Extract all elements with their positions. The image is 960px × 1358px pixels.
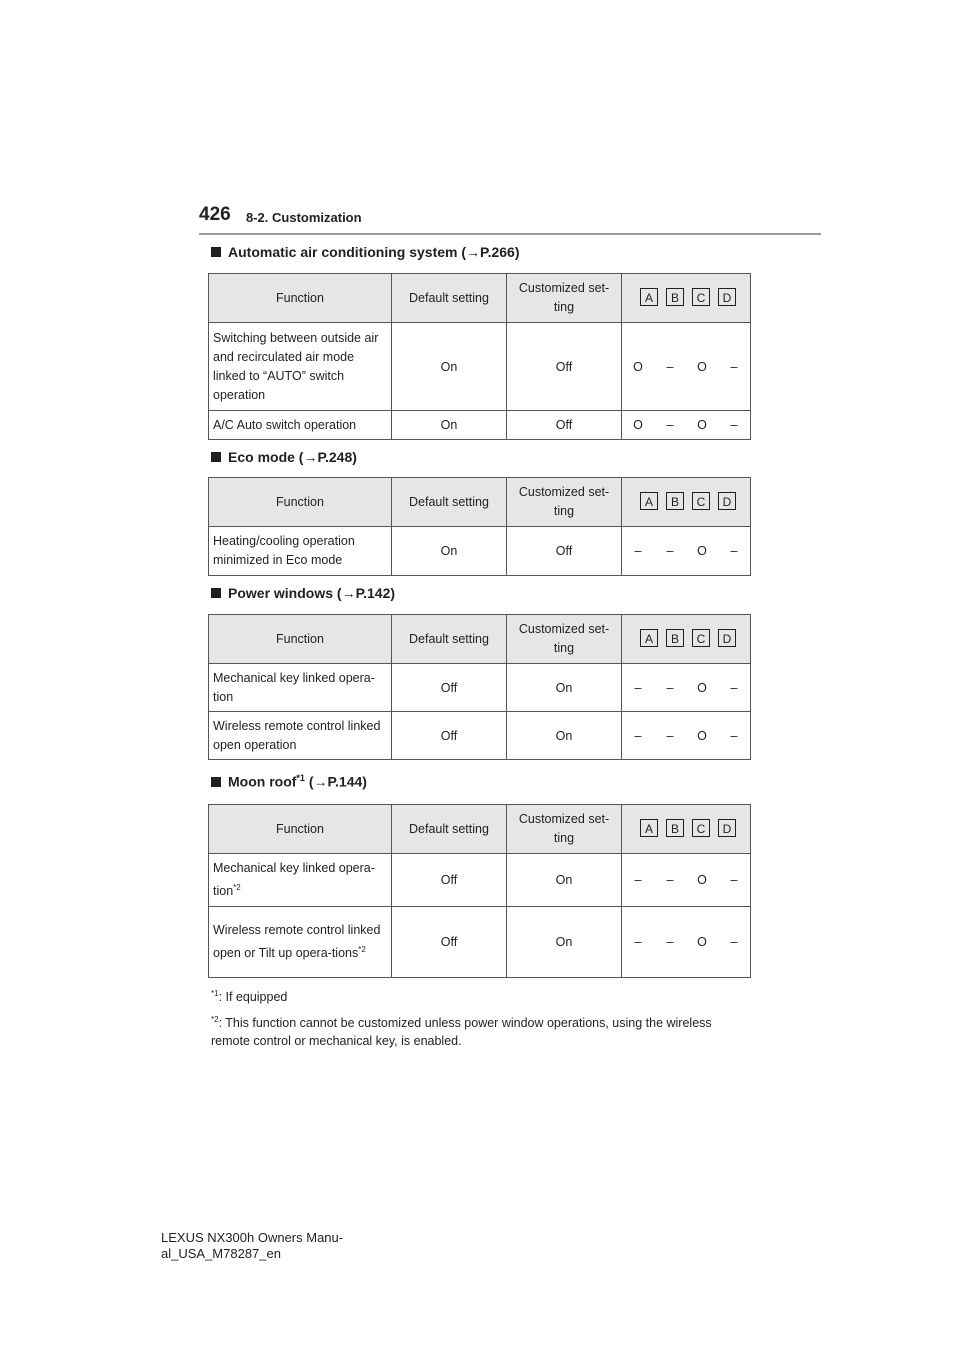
arrow-right-icon: → bbox=[303, 449, 318, 465]
custom-cell: On bbox=[507, 854, 622, 907]
col-b-label: B bbox=[666, 492, 684, 510]
header-customized-setting: Customized set- ting bbox=[507, 805, 622, 854]
footnote-marker: *2 bbox=[233, 882, 241, 892]
col-c-value: O bbox=[697, 359, 707, 374]
col-a-label: A bbox=[640, 629, 658, 647]
square-bullet-icon bbox=[211, 452, 221, 462]
col-d-label: D bbox=[718, 629, 736, 647]
col-c-value: O bbox=[697, 680, 707, 695]
default-cell: Off bbox=[392, 854, 507, 907]
col-d-value: – bbox=[730, 873, 738, 887]
header-customized-setting: Customized set- ting bbox=[507, 274, 622, 323]
square-bullet-icon bbox=[211, 588, 221, 598]
custom-cell: On bbox=[507, 712, 622, 760]
arrow-right-icon: → bbox=[313, 773, 328, 790]
custom-cell: On bbox=[507, 907, 622, 978]
table-row bbox=[209, 907, 751, 978]
section-title-power-windows: Power windows (→P.142) bbox=[211, 585, 395, 601]
default-cell: Off bbox=[392, 907, 507, 978]
function-cell: Heating/cooling operation minimized in Eco mode bbox=[209, 527, 392, 576]
custom-cell: Off bbox=[507, 527, 622, 576]
table-row bbox=[209, 527, 751, 576]
header-abcd bbox=[622, 274, 751, 323]
header-default-setting: Default setting bbox=[392, 615, 507, 664]
default-cell: Off bbox=[392, 664, 507, 712]
col-c-label: C bbox=[692, 629, 710, 647]
abcd-cell bbox=[622, 854, 751, 907]
table-row bbox=[209, 323, 751, 411]
moon-roof-table bbox=[208, 804, 751, 978]
square-bullet-icon bbox=[211, 247, 221, 257]
custom-cell: Off bbox=[507, 411, 622, 440]
function-cell: Switching between outside air and recirculated air mode linked to “AUTO” switch operation bbox=[209, 323, 392, 411]
col-b-value: – bbox=[666, 935, 674, 949]
header-function: Function bbox=[209, 805, 392, 854]
header-function: Function bbox=[209, 615, 392, 664]
col-a-value: – bbox=[634, 680, 642, 695]
air-conditioning-table bbox=[208, 273, 751, 440]
default-cell: On bbox=[392, 323, 507, 411]
col-d-value: – bbox=[730, 728, 738, 743]
default-cell: Off bbox=[392, 712, 507, 760]
default-cell: On bbox=[392, 527, 507, 576]
col-d-value: – bbox=[730, 359, 738, 374]
function-cell: Mechanical key linked opera-tion bbox=[209, 664, 392, 712]
arrow-right-icon: → bbox=[466, 244, 481, 260]
function-cell: Wireless remote control linked open or Tilt up opera-tions$^{*2}$ bbox=[209, 907, 392, 978]
abcd-cell bbox=[622, 527, 751, 576]
col-c-label: C bbox=[692, 492, 710, 510]
default-cell: On bbox=[392, 411, 507, 440]
col-c-label: C bbox=[692, 819, 710, 837]
header-default-setting: Default setting bbox=[392, 274, 507, 323]
footnote-marker: *2 bbox=[211, 1015, 219, 1024]
function-cell: Wireless remote control linked open operation bbox=[209, 712, 392, 760]
col-b-label: B bbox=[666, 629, 684, 647]
col-c-value: O bbox=[697, 728, 707, 743]
table-header-row bbox=[209, 805, 751, 854]
col-c-label: C bbox=[692, 288, 710, 306]
document-footer: LEXUS NX300h Owners Manu- al_USA_M78287_en bbox=[161, 1230, 344, 1261]
abcd-cell bbox=[622, 712, 751, 760]
col-a-label: A bbox=[640, 492, 658, 510]
col-d-value: – bbox=[730, 418, 738, 432]
footnote-1: $^{*1}$: If equipped bbox=[211, 989, 288, 1005]
col-b-value: – bbox=[666, 873, 674, 887]
col-c-value: O bbox=[697, 544, 707, 558]
arrow-right-icon: → bbox=[341, 585, 356, 601]
power-windows-table bbox=[208, 614, 751, 760]
col-c-value: O bbox=[697, 418, 707, 432]
eco-mode-table bbox=[208, 477, 751, 576]
col-c-value: O bbox=[697, 873, 707, 887]
table-row bbox=[209, 712, 751, 760]
table-row bbox=[209, 411, 751, 440]
col-a-value: – bbox=[634, 873, 642, 887]
col-b-label: B bbox=[666, 819, 684, 837]
col-b-label: B bbox=[666, 288, 684, 306]
col-d-value: – bbox=[730, 680, 738, 695]
col-a-value: O bbox=[633, 359, 643, 374]
abcd-cell bbox=[622, 907, 751, 978]
col-d-value: – bbox=[730, 935, 738, 949]
footnote-2: $^{*2}$: This function cannot be customized unless power window operations, using the wireless remote control or mechanical key, is enabled. bbox=[211, 1015, 712, 1049]
header-customized-setting: Customized set- ting bbox=[507, 478, 622, 527]
col-d-label: D bbox=[718, 492, 736, 510]
custom-cell: Off bbox=[507, 323, 622, 411]
header-abcd bbox=[622, 615, 751, 664]
abcd-cell bbox=[622, 411, 751, 440]
section-title-moon-roof: Moon roof$^{*1}$ (→P.144) bbox=[211, 773, 367, 790]
col-a-value: – bbox=[634, 935, 642, 949]
header-customized-setting: Customized set- ting bbox=[507, 615, 622, 664]
col-a-label: A bbox=[640, 819, 658, 837]
header-default-setting: Default setting bbox=[392, 478, 507, 527]
col-d-value: – bbox=[730, 544, 738, 558]
col-d-label: D bbox=[718, 819, 736, 837]
header-function: Function bbox=[209, 478, 392, 527]
col-c-value: O bbox=[697, 935, 707, 949]
table-row bbox=[209, 854, 751, 907]
section-title-air-conditioning: Automatic air conditioning system (→P.266) bbox=[211, 244, 519, 260]
col-a-value: – bbox=[634, 544, 642, 558]
header-divider bbox=[199, 233, 821, 235]
footnote-marker: *1 bbox=[296, 773, 305, 783]
footnote-marker: *2 bbox=[358, 944, 366, 954]
page-number: 426 bbox=[199, 204, 231, 225]
function-cell: Mechanical key linked opera-tion$^{*2}$ bbox=[209, 854, 392, 907]
table-header-row bbox=[209, 478, 751, 527]
abcd-cell bbox=[622, 323, 751, 411]
table-header-row bbox=[209, 274, 751, 323]
col-b-value: – bbox=[666, 359, 674, 374]
abcd-cell bbox=[622, 664, 751, 712]
section-title-eco-mode: Eco mode (→P.248) bbox=[211, 449, 357, 465]
col-b-value: – bbox=[666, 544, 674, 558]
col-b-value: – bbox=[666, 418, 674, 432]
square-bullet-icon bbox=[211, 777, 221, 787]
table-header-row bbox=[209, 615, 751, 664]
function-cell: A/C Auto switch operation bbox=[209, 411, 392, 440]
header-function: Function bbox=[209, 274, 392, 323]
col-b-value: – bbox=[666, 728, 674, 743]
header-abcd bbox=[622, 805, 751, 854]
col-a-value: – bbox=[634, 728, 642, 743]
col-a-value: O bbox=[633, 418, 643, 432]
col-d-label: D bbox=[718, 288, 736, 306]
chapter-title: 8-2. Customization bbox=[246, 210, 362, 225]
col-a-label: A bbox=[640, 288, 658, 306]
header-abcd bbox=[622, 478, 751, 527]
table-row bbox=[209, 664, 751, 712]
footnote-marker: *1 bbox=[211, 989, 219, 998]
header-default-setting: Default setting bbox=[392, 805, 507, 854]
custom-cell: On bbox=[507, 664, 622, 712]
col-b-value: – bbox=[666, 680, 674, 695]
